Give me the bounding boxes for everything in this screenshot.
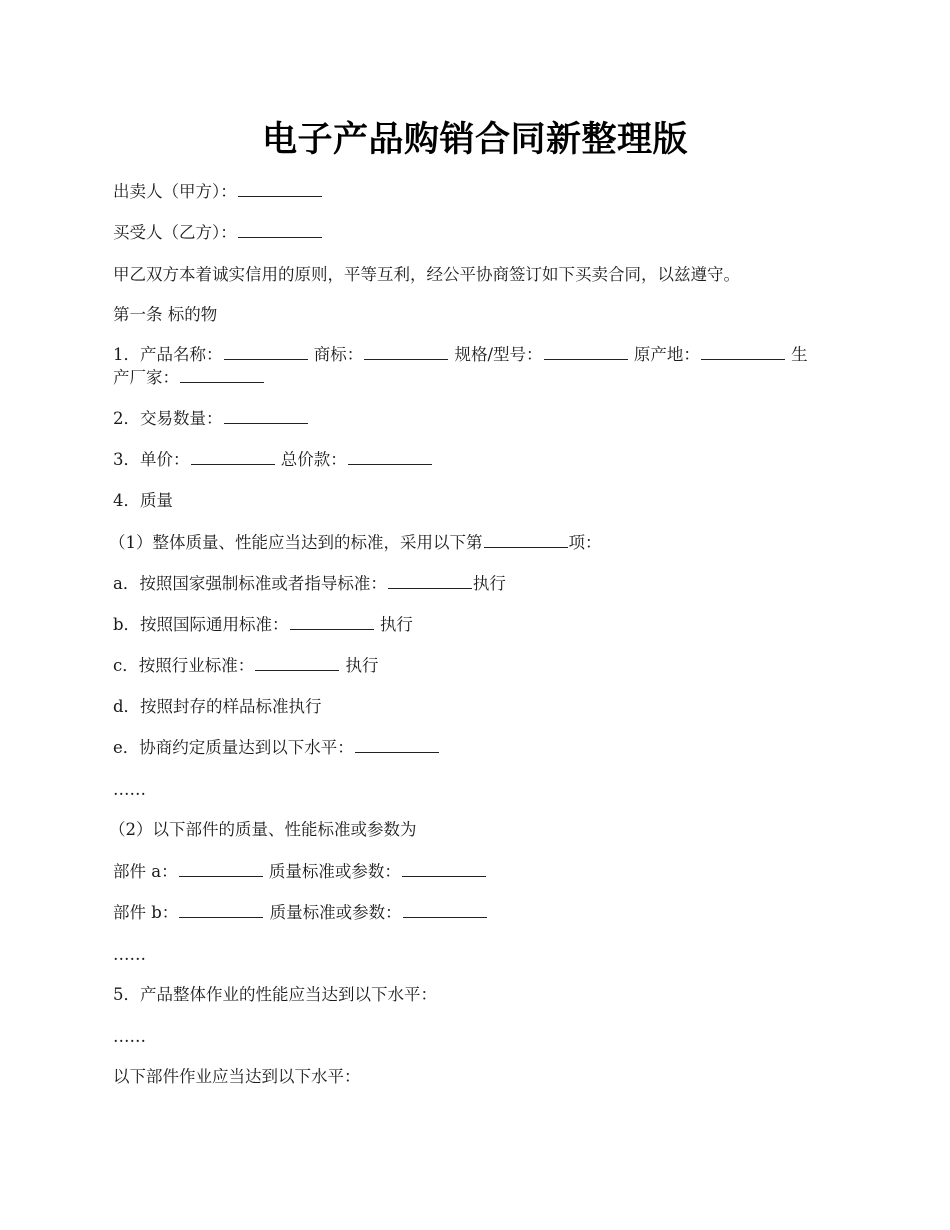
- product-name-blank: [224, 358, 308, 360]
- document-title: 电子产品购销合同新整理版: [261, 119, 688, 160]
- item1-num: 1．: [113, 345, 140, 364]
- quality-standard-suffix: 项：: [568, 533, 602, 552]
- total-price-label: 总价款：: [280, 450, 347, 469]
- part-a-label: 部件 a：: [113, 862, 178, 881]
- manufacturer-blank: [180, 381, 264, 383]
- brand-label: 商标：: [313, 345, 364, 364]
- item1-line: [113, 344, 838, 366]
- intro-paragraph: 甲乙双方本着诚实信用的原则，平等互利，经公平协商签订如下买卖合同，以兹遵守。: [113, 265, 740, 284]
- option-b-suffix: 执行: [379, 615, 413, 634]
- part-a-param-label: 质量标准或参数：: [268, 862, 401, 881]
- seller-blank: [238, 195, 322, 197]
- option-a-line: [113, 573, 838, 595]
- option-a-blank: [388, 587, 472, 589]
- brand-blank: [364, 358, 448, 360]
- parts-quality-heading: [109, 819, 838, 841]
- part-b-blank: [179, 916, 263, 918]
- item1-line-continued: [113, 367, 838, 389]
- option-a-prefix: a．按照国家强制标准或者指导标准：: [113, 574, 387, 593]
- ellipsis-3: ……: [113, 1027, 146, 1046]
- seller-label: 出卖人（甲方）：: [113, 182, 237, 201]
- ellipsis-2: ……: [113, 945, 146, 964]
- option-e-prefix: e．协商约定质量达到以下水平：: [113, 738, 354, 757]
- part-b-label: 部件 b：: [113, 903, 179, 922]
- quality-standard-line: [109, 532, 838, 554]
- buyer-line: [113, 222, 838, 244]
- part-a-blank: [179, 875, 263, 877]
- total-price-blank: [348, 463, 432, 465]
- buyer-blank: [238, 236, 322, 238]
- product-name-label: 产品名称：: [140, 345, 223, 364]
- option-c-suffix: 执行: [345, 656, 379, 675]
- part-b-param-label: 质量标准或参数：: [269, 903, 402, 922]
- article1-heading: 第一条 标的物: [113, 305, 218, 324]
- item5-num: 5．: [113, 985, 140, 1004]
- quality-standard-blank: [484, 546, 568, 548]
- option-b-prefix: b．按照国际通用标准：: [113, 615, 289, 634]
- item2-num: 2．: [113, 409, 140, 428]
- seller-line: [113, 181, 838, 203]
- part-b-line: [113, 902, 838, 924]
- manufacturer-label-end: 产厂家：: [113, 368, 179, 387]
- option-d-line: d．按照封存的样品标准执行: [113, 697, 322, 716]
- quantity-blank: [224, 422, 308, 424]
- ellipsis-1: ……: [113, 780, 146, 799]
- buyer-label: 买受人（乙方）：: [113, 223, 237, 242]
- option-e-line: [113, 737, 838, 759]
- item3-line: [113, 449, 838, 471]
- part-a-line: [113, 861, 838, 883]
- item3-num: 3．: [113, 450, 140, 469]
- item2-line: [113, 408, 838, 430]
- unit-price-blank: [191, 463, 275, 465]
- option-c-blank: [255, 669, 339, 671]
- manufacturer-label-start: 生: [791, 345, 808, 364]
- model-blank: [544, 358, 628, 360]
- option-b-line: [113, 614, 838, 636]
- item5-label: 产品整体作业的性能应当达到以下水平：: [140, 985, 437, 1004]
- unit-price-label: 单价：: [140, 450, 190, 469]
- parts-work-line: 以下部件作业应当达到以下水平：: [113, 1067, 361, 1086]
- option-e-blank: [355, 751, 439, 753]
- quantity-label: 交易数量：: [140, 409, 223, 428]
- part-a-param-blank: [402, 875, 486, 877]
- option-a-suffix: 执行: [472, 574, 506, 593]
- item4-line: [113, 490, 838, 512]
- quality-label: 质量: [140, 491, 173, 510]
- origin-label: 原产地：: [633, 345, 700, 364]
- part-b-param-blank: [403, 916, 487, 918]
- option-c-prefix: c．按照行业标准：: [113, 656, 255, 675]
- quality-standard-prefix: （1）整体质量、性能应当达到的标准，采用以下第: [109, 533, 483, 552]
- model-label: 规格/型号：: [454, 345, 543, 364]
- item4-num: 4．: [113, 491, 140, 510]
- option-c-line: [113, 655, 838, 677]
- item5-line: [113, 984, 838, 1006]
- parts-quality-text: （2）以下部件的质量、性能标准或参数为: [109, 820, 417, 839]
- option-b-blank: [290, 628, 374, 630]
- origin-blank: [701, 358, 785, 360]
